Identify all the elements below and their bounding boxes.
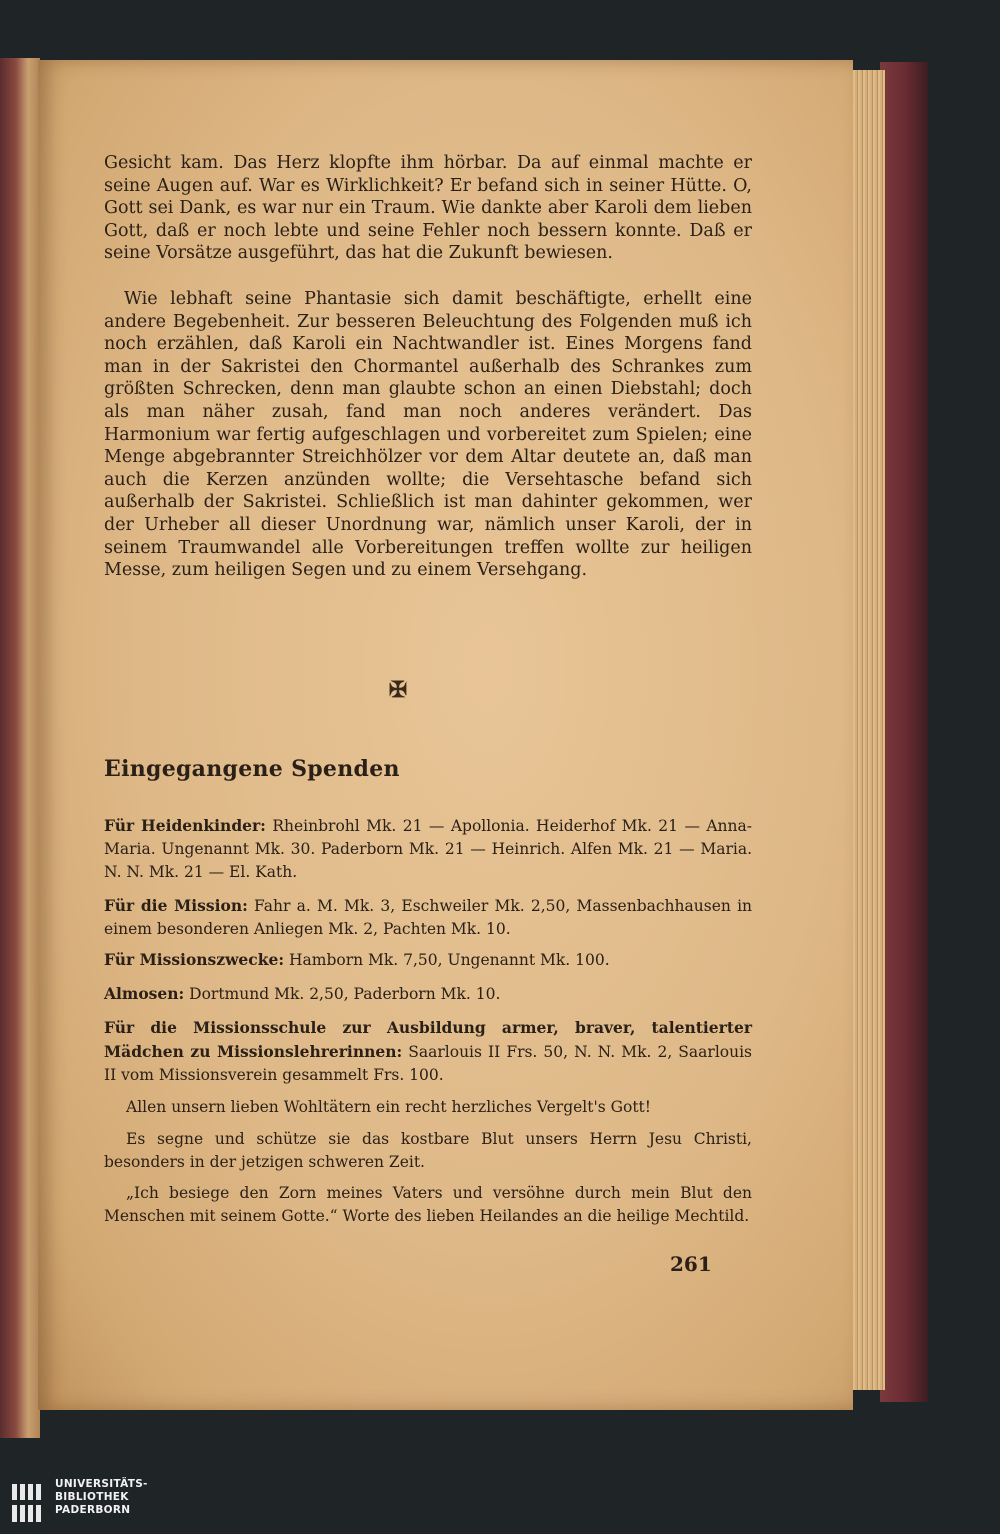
page-number: 261 — [670, 1252, 712, 1276]
library-emblem-icon — [10, 1482, 44, 1524]
closing-blessing: Es segne und schütze sie das kostbare Blut unsers Herrn Jesu Christi, besonders in der jetzigen schweren Zeit. — [104, 1130, 752, 1171]
closing-thanks: Allen unsern lieben Wohltätern ein recht herzliches Vergelt's Gott! — [126, 1098, 652, 1116]
donation-label: Für Missionszwecke: — [104, 950, 285, 969]
library-logo — [10, 1478, 170, 1528]
donation-label: Für Heidenkinder: — [104, 816, 266, 835]
donation-label: Für die Mission: — [104, 896, 248, 915]
donation-entry — [104, 894, 752, 941]
book-page — [38, 60, 853, 1410]
donation-text: Hamborn Mk. 7,50, Ungenannt Mk. 100. — [284, 951, 610, 969]
paragraph-1: Gesicht kam. Das Herz klopfte ihm hörbar. Da auf einmal machte er seine Augen auf. War es Wirklichkeit? Er befand sich in seiner Hütte. O, Gott sei Dank, es war nur ein Traum. Wie dankte aber Karoli dem lieben Gott, daß er noch lebte und seine Fehler noch bessern konnte. Daß er seine Vorsätze ausgeführt, das hat die Zukunft bewiesen. — [104, 153, 752, 264]
library-name-line: PADERBORN — [55, 1504, 131, 1516]
paragraph-2: Wie lebhaft seine Phantasie sich damit beschäftigte, erhellt eine andere Begebenheit. Zur besseren Beleuchtung des Folgenden muß ich noch erzählen, daß Karoli ein Nachtwandler ist. Eines Morgens fand man in der Sakristei den Chormantel außerhalb des Schrankes zum größten Schrecken, denn man glaubte schon an einen Diebstahl; doch als man näher zusah, fand man noch anderes verändert. Das Harmonium war fertig aufgeschlagen und vorbereitet zum Spielen; eine Menge abgebrannter Streichhölzer vor dem Altar deutete an, daß man auch die Kerzen anzünden wollte; die Versehtasche befand sich außerhalb der Sakristei. Schließlich ist man dahinter gekommen, wer der Urheber all dieser Unordnung war, nämlich unser Karoli, der in seinem Traumwandel alle Vorbereitungen treffen wollte zur heiligen Messe, zum heiligen Segen und zu einem Versehgang. — [104, 289, 752, 581]
donation-text: Dortmund Mk. 2,50, Paderborn Mk. 10. — [184, 985, 501, 1003]
library-name — [55, 1478, 148, 1517]
donation-label: Almosen: — [104, 984, 185, 1003]
book-cover-right — [880, 62, 928, 1402]
donation-text: Fahr a. M. Mk. 3, Eschweiler Mk. 2,50, Massenbachhausen in einem besonderen Anliegen Mk. 2, Pachten Mk. 10. — [104, 897, 753, 938]
library-name-line: BIBLIOTHEK — [55, 1491, 129, 1503]
closing-quote: „Ich besiege den Zorn meines Vaters und versöhne durch mein Blut den Menschen mit seinem Gotte.“ Worte des lieben Heilandes an die heilige Mechtild. — [104, 1184, 752, 1225]
donation-entry — [104, 948, 752, 972]
donation-text: Saarlouis II Frs. 50, N. N. Mk. 2, Saarlouis II vom Missionsverein gesammelt Frs. 100. — [104, 1043, 753, 1084]
donation-label: Für die Missionsschule zur Ausbildung armer, braver, talentierter Mädchen zu Missionslehrerinnen: — [104, 1018, 752, 1061]
section-divider-ornament: ✠ — [388, 677, 408, 703]
donation-entry — [104, 1016, 752, 1087]
donation-entry — [104, 814, 752, 884]
section-heading: Eingegangene Spenden — [104, 756, 400, 782]
donation-entry — [104, 982, 752, 1006]
book-left-edge — [0, 58, 40, 1438]
donation-text: Rheinbrohl Mk. 21 — Apollonia. Heiderhof Mk. 21 — Anna-Maria. Ungenannt Mk. 30. Paderborn Mk. 21 — Heinrich. Alfen Mk. 21 — Maria. N. N. Mk. 21 — El. Kath. — [104, 817, 753, 881]
library-name-line: UNIVERSITÄTS- — [55, 1478, 148, 1490]
